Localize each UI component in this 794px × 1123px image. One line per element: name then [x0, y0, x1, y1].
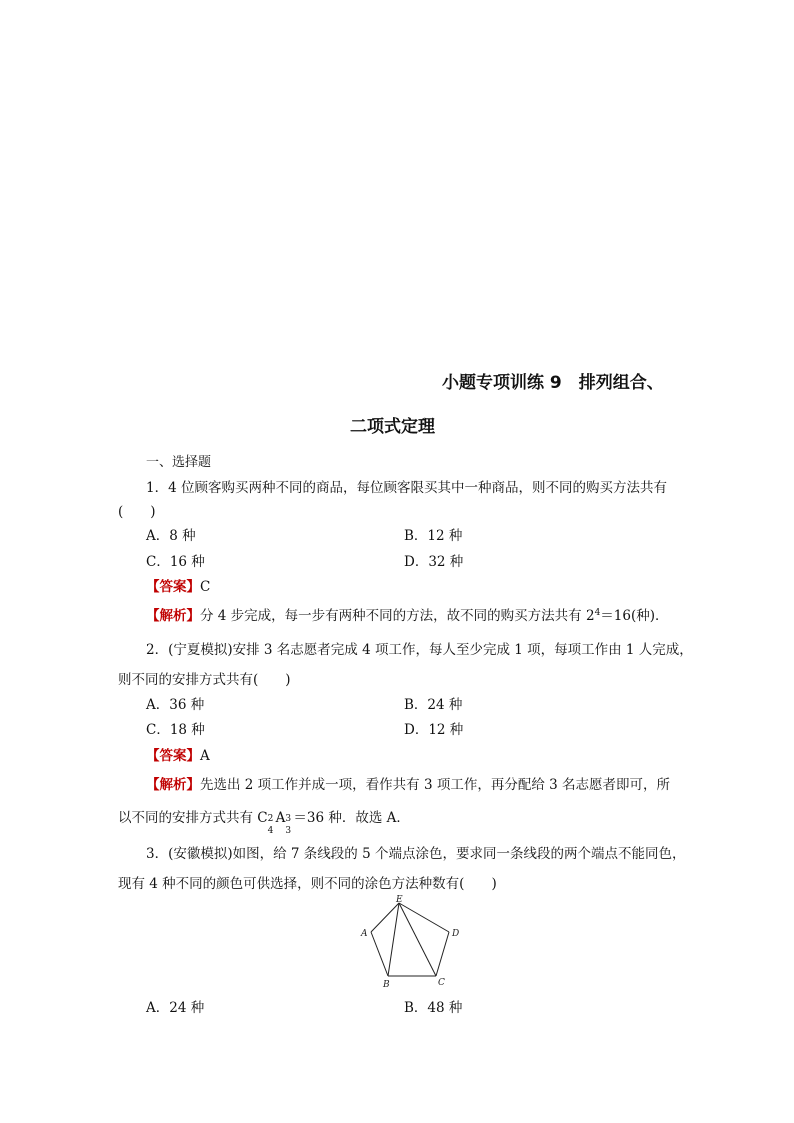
q2-comb-sup: 2 — [267, 814, 274, 824]
q1-option-c: C．16 种 — [146, 554, 205, 570]
title-line-1: 小题专项训练 9 排列组合、 — [442, 373, 664, 393]
vertex-label-a: A — [361, 929, 368, 939]
q1-analysis-sup: 4 — [594, 608, 601, 618]
q2-stem-line2: 则不同的安排方式共有( ) — [118, 672, 291, 688]
q2-option-d: D．12 种 — [404, 722, 464, 738]
q2-answer — [146, 744, 210, 764]
q3-stem-line2: 现有 4 种不同的颜色可供选择，则不同的涂色方法种数有( ) — [118, 876, 497, 892]
q1-answer-value: C — [200, 579, 211, 595]
segment-DC — [436, 932, 449, 976]
q2-analysis-text1: 先选出 2 项工作并成一项，看作共有 3 项工作，再分配给 3 名志愿者即可，所 — [200, 777, 671, 793]
analysis-tag: 【解析】 — [146, 777, 200, 793]
q1-option-a: A．8 种 — [146, 528, 196, 544]
analysis-tag: 【解析】 — [146, 608, 200, 624]
q3-option-b: B．48 种 — [404, 1000, 463, 1016]
title-line-2: 二项式定理 — [350, 417, 435, 437]
segment-BA — [371, 932, 388, 976]
q1-stem-line2: ( ) — [118, 504, 156, 520]
q2-perm-letter: A — [275, 810, 286, 826]
q2-analysis-line1 — [146, 773, 670, 793]
q1-analysis — [146, 604, 669, 624]
q2-option-c: C．18 种 — [146, 722, 205, 738]
q2-stem-line1: 2．(宁夏模拟)安排 3 名志愿者完成 4 项工作，每人至少完成 1 项，每项工作由 1 人完成， — [146, 642, 693, 658]
q3-stem-line1: 3．(安徽模拟)如图，给 7 条线段的 5 个端点涂色，要求同一条线段的两个端点不能同色， — [146, 846, 686, 862]
q2-comb-sub: 4 — [267, 826, 274, 836]
q1-analysis-post: ＝16(种)． — [600, 608, 669, 624]
q2-analysis-line2 — [118, 806, 410, 836]
vertex-label-c: C — [438, 978, 445, 988]
pentagon-figure — [356, 894, 468, 988]
q1-option-d: D．32 种 — [404, 554, 464, 570]
segment-EB — [388, 903, 399, 976]
q2-analysis-pre: 以不同的安排方式共有 C — [118, 810, 268, 826]
q2-analysis-post: ＝36 种．故选 A． — [293, 810, 410, 826]
vertex-label-d: D — [452, 929, 460, 939]
q1-option-b: B．12 种 — [404, 528, 463, 544]
answer-tag: 【答案】 — [146, 579, 200, 595]
q1-analysis-pre: 分 4 步完成，每一步有两种不同的方法，故不同的购买方法共有 2 — [200, 608, 595, 624]
vertex-label-e: E — [396, 895, 403, 905]
section-heading: 一、选择题 — [146, 455, 212, 470]
q3-option-a: A．24 种 — [146, 1000, 205, 1016]
vertex-label-b: B — [383, 980, 390, 988]
q2-perm-sup: 3 — [285, 814, 292, 824]
q1-answer — [146, 575, 210, 595]
answer-tag: 【答案】 — [146, 748, 200, 764]
q2-option-a: A．36 种 — [146, 697, 205, 713]
q2-perm-sub: 3 — [285, 826, 292, 836]
q1-stem-line1: 1．4 位顾客购买两种不同的商品，每位顾客限买其中一种商品，则不同的购买方法共有 — [146, 480, 667, 496]
q2-option-b: B．24 种 — [404, 697, 463, 713]
q2-answer-value: A — [200, 748, 210, 764]
